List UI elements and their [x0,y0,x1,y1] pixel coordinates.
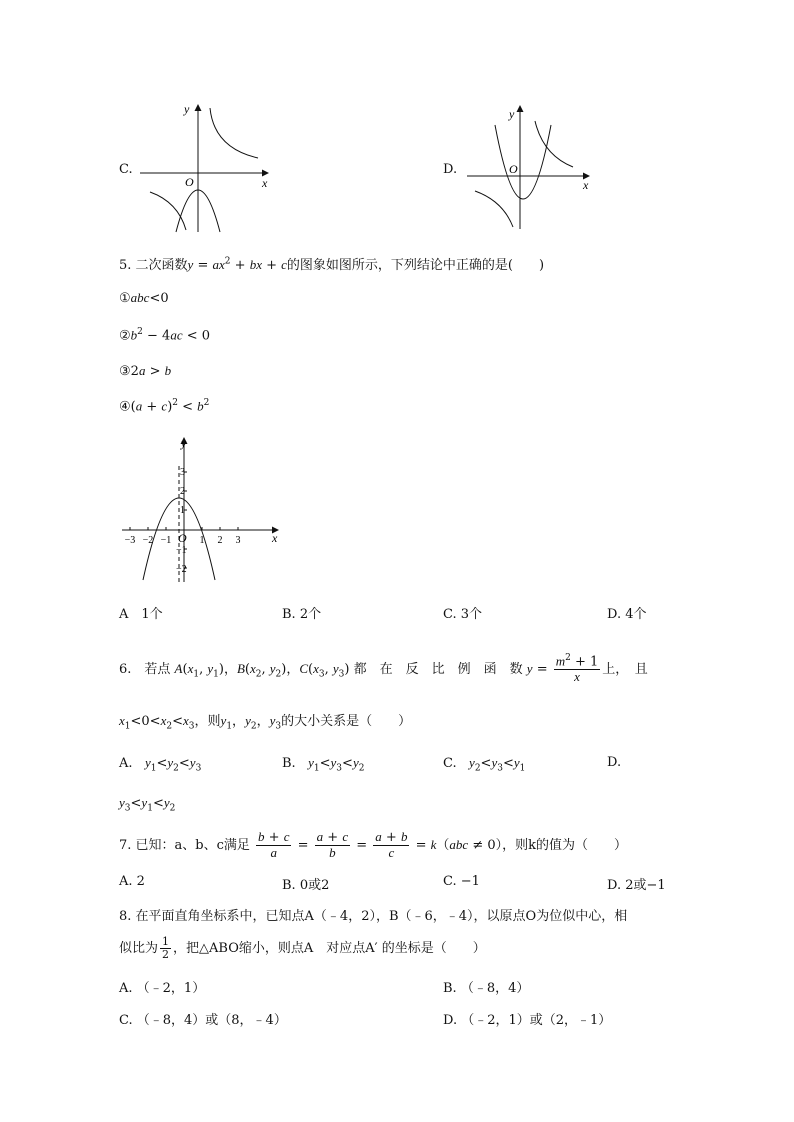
q5-stem: 5. 二次函数$y = ax^2$ + bx + c的图象如图所示，下列结论中正确的是( ) [119,256,545,273]
origin-label: O [509,162,518,176]
x-tick-label: −1 [160,535,172,546]
y-tick-label: −2 [176,564,187,575]
q6-stem-line2: $x_1<0<x_2<x_3$，则$y_1$，$y_2$，$y_3$的大小关系是（ ） [119,713,412,732]
hyperbola-branch-1 [535,121,573,167]
q5-option-b[interactable]: B. 2个 [282,607,322,622]
q8-stem-line2: 似比为 $\frac{1}{2}$ ，把△ABO缩小，则点A 对应点A′ 的坐标是（ ） [119,935,486,961]
y-label: y [184,102,190,116]
q7-option-a[interactable]: A. 2 [119,874,145,889]
x-tick-label: −2 [142,535,154,546]
x-label: x [272,531,278,545]
x-label: x [262,176,268,190]
y-label: y [509,107,515,121]
q5-graph [118,432,288,584]
q5-option-c[interactable]: C. 3个 [443,607,483,622]
option-c-label[interactable]: C. [119,162,133,177]
q6-option-a[interactable]: A. $y_1<y_2<y_3$ [119,755,202,774]
x-tick-label: −3 [124,535,136,546]
y-tick-label: 1 [180,505,185,516]
option-d-label[interactable]: D. [443,162,458,177]
parabola [495,125,551,199]
q6-stem-line1: 6. 若点 $A(x_1$, $y_1$)，$B(x_2$, $y_2$)，$C(x_3$, $y_3$) 都 在 反 比 例 函 数 y = $\frac{m^2 + 1}{x}$ 上， 且 [119,653,648,685]
x-tick-label: 2 [217,535,223,546]
y-tick-label: 2 [180,486,185,497]
origin-label: O [185,175,194,189]
y-tick-label: −1 [176,545,187,556]
hyperbola-branch-2 [475,191,513,227]
y-tick-label: 3 [180,467,185,478]
q8-option-d[interactable]: D. （﹣2，1）或（2，﹣1） [443,1013,612,1028]
hyperbola-branch-2 [150,192,186,230]
q6-option-c[interactable]: C. $y_2<y_3<y_1$ [443,755,526,774]
q8-option-b[interactable]: B. （﹣8，4） [443,981,530,996]
q7-option-c[interactable]: C. −1 [443,874,480,889]
q7-stem: 7. 已知：a、b、c满足 $\frac{b + c}{a}$ = $\frac{a + c}{b}$ = $\frac{a + b}{c}$ = k（abc ≠ 0），则k的值为（ ） [119,829,628,860]
q7-option-b[interactable]: B. 0或2 [282,878,330,893]
x-tick-label: 3 [235,535,241,546]
q5-statement-4: ④(a + $c)^2 < b^2$ [119,398,210,415]
q6-option-d-content: $y_3<y_1<y_2$ [119,795,176,814]
hyperbola-branch-1 [210,108,258,158]
q6-option-b[interactable]: B. $y_1<y_3<y_2$ [282,755,365,774]
q8-option-a[interactable]: A. （﹣2，1） [119,981,206,996]
q7-option-d[interactable]: D. 2或−1 [607,878,666,893]
q5-option-d[interactable]: D. 4个 [607,607,647,622]
origin-label: O [178,531,187,545]
q5-statement-1: ①abc<0 [119,290,169,306]
graph-option-d [465,103,595,233]
q5-option-a[interactable]: A 1个 [119,607,163,622]
q8-stem-line1: 8. 在平面直角坐标系中，已知点A（﹣4，2），B（﹣6，﹣4），以原点O为位似中心，相 [119,909,628,924]
x-tick-label: 1 [199,535,205,546]
q5-statement-2: $②b^2 - 4ac < 0$ [119,327,211,344]
q5-statement-3: ③2a > b [119,363,172,379]
graph-option-c [140,100,275,235]
x-label: x [583,178,589,192]
q8-option-c[interactable]: C. （﹣8，4）或（8，﹣4） [119,1013,287,1028]
q6-option-d[interactable]: D. [607,755,622,770]
y-label: y [181,436,187,450]
